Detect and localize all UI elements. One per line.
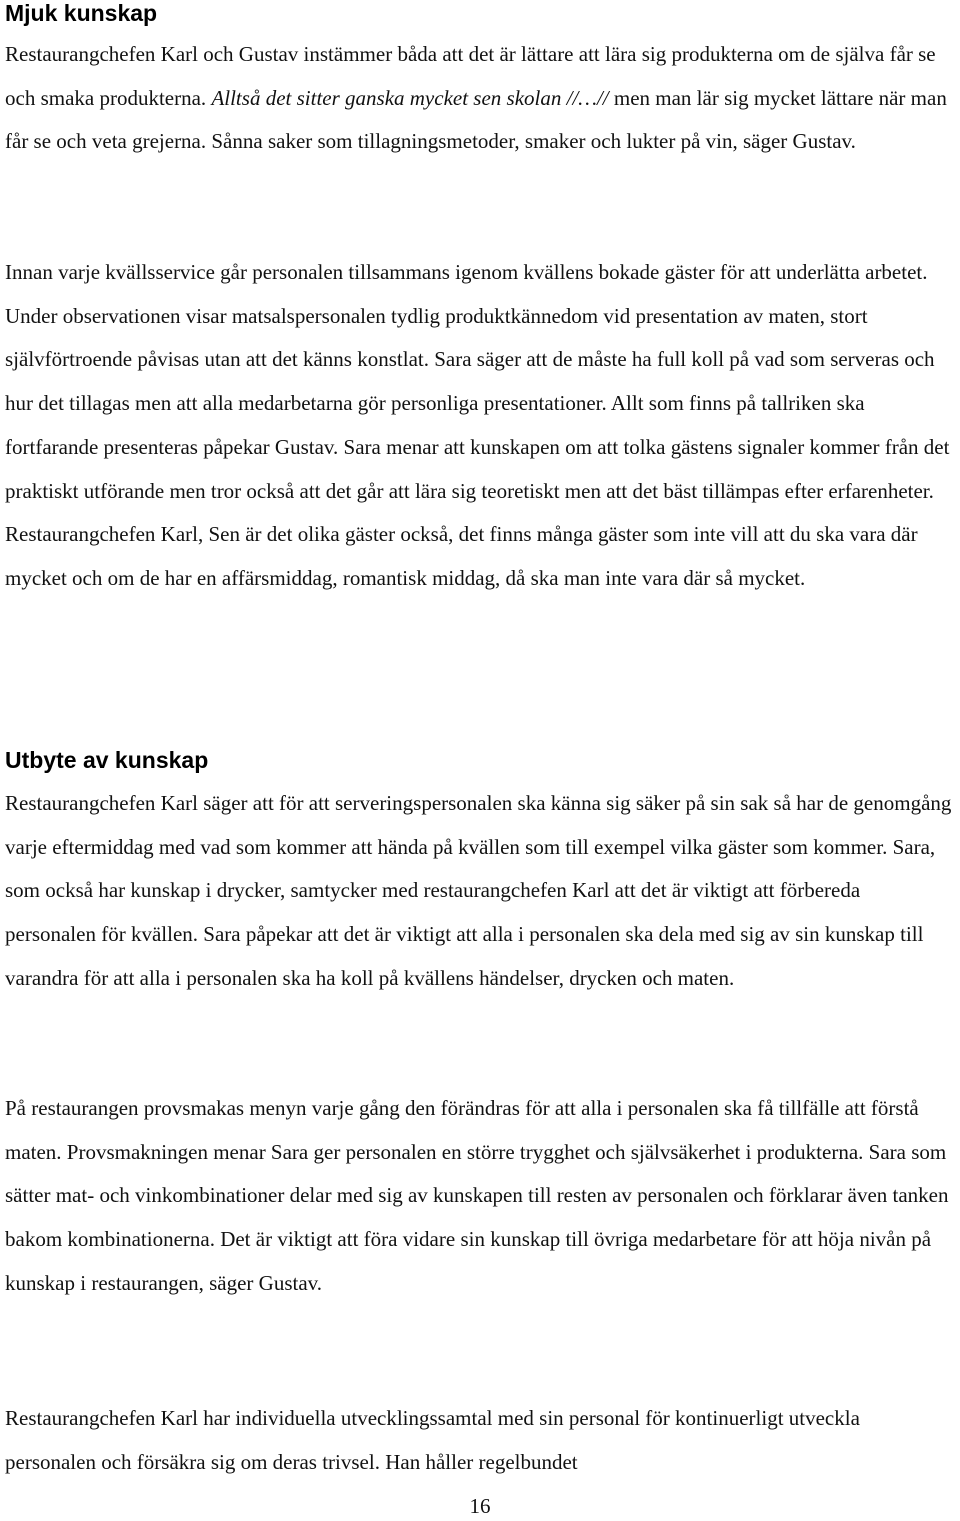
paragraph-text: men man lär sig mycket lättare när man får se och veta grejerna. Sånna saker som tillagningsmetoder, smaker och lukter på vin, säger Gustav. [5, 85, 947, 154]
section-heading-mjuk-kunskap: Mjuk kunskap [5, 0, 158, 26]
section-heading-utbyte-av-kunskap: Utbyte av kunskap [5, 747, 209, 773]
paragraph-text: Restaurangchefen Karl och Gustav instämmer båda att det är lättare att lära sig produkterna om de själva får se och smaka produkterna. [5, 42, 936, 110]
paragraph: På restaurangen provsmakas menyn varje gång den förändras för att alla i personalen ska få tillfälle att förstå maten. Provsmakningen menar Sara ger personalen en större trygghet och självsäkerhet i produkterna. Sara som sätter mat- och vinkombinationer delar med sig av kunskapen till resten av personalen och förklarar även tanken bakom kombinationerna. Det är viktigt att föra vidare sin kunskap till övriga medarbetare för att höja nivån på kunskap i restaurangen, säger Gustav. [5, 1096, 949, 1295]
paragraph: Restaurangchefen Karl har individuella utvecklingssamtal med sin personal för kontinuerligt utveckla personalen och försäkra sig om deras trivsel. Han håller regelbundet [5, 1406, 860, 1474]
paragraph: Restaurangchefen Karl säger att för att serveringspersonalen ska känna sig säker på sin sak så har de genomgång varje eftermiddag med vad som kommer att hända på kvällen som till exempel vilka gäster som kommer. Sara, som också har kunskap i drycker, samtycker med restaurangchefen Karl att det är viktigt att förbereda personalen för kvällen. Sara påpekar att det är viktigt att alla i personalen ska dela med sig av sin kunskap till varandra för att alla i personalen ska ha koll på kvällens händelser, drycken och maten. [5, 791, 952, 990]
page-number: 16 [469, 1494, 491, 1518]
italic-quote: Alltså det sitter ganska mycket sen skolan //…// [211, 85, 609, 110]
paragraph [5, 33, 955, 164]
paragraph: Innan varje kvällsservice går personalen tillsammans igenom kvällens bokade gäster för att underlätta arbetet. Under observationen visar matsalspersonalen tydlig produktkännedom vid presentation av maten, stort självförtroende påvisas utan att det känns konstlat. Sara säger att de måste ha full koll på vad som serveras och hur det tillagas men att alla medarbetarna gör personliga presentationer. Allt som finns på tallriken ska fortfarande presenteras påpekar Gustav. Sara menar att kunskapen om att tolka gästens signaler kommer från det praktiskt utförande men tror också att det går att lära sig teoretiskt men att det bäst tillämpas efter erfarenheter. Restaurangchefen Karl, Sen är det olika gäster också, det finns många gäster som inte vill att du ska vara där mycket och om de har en affärsmiddag, romantisk middag, då ska man inte vara där så mycket. [5, 260, 950, 590]
